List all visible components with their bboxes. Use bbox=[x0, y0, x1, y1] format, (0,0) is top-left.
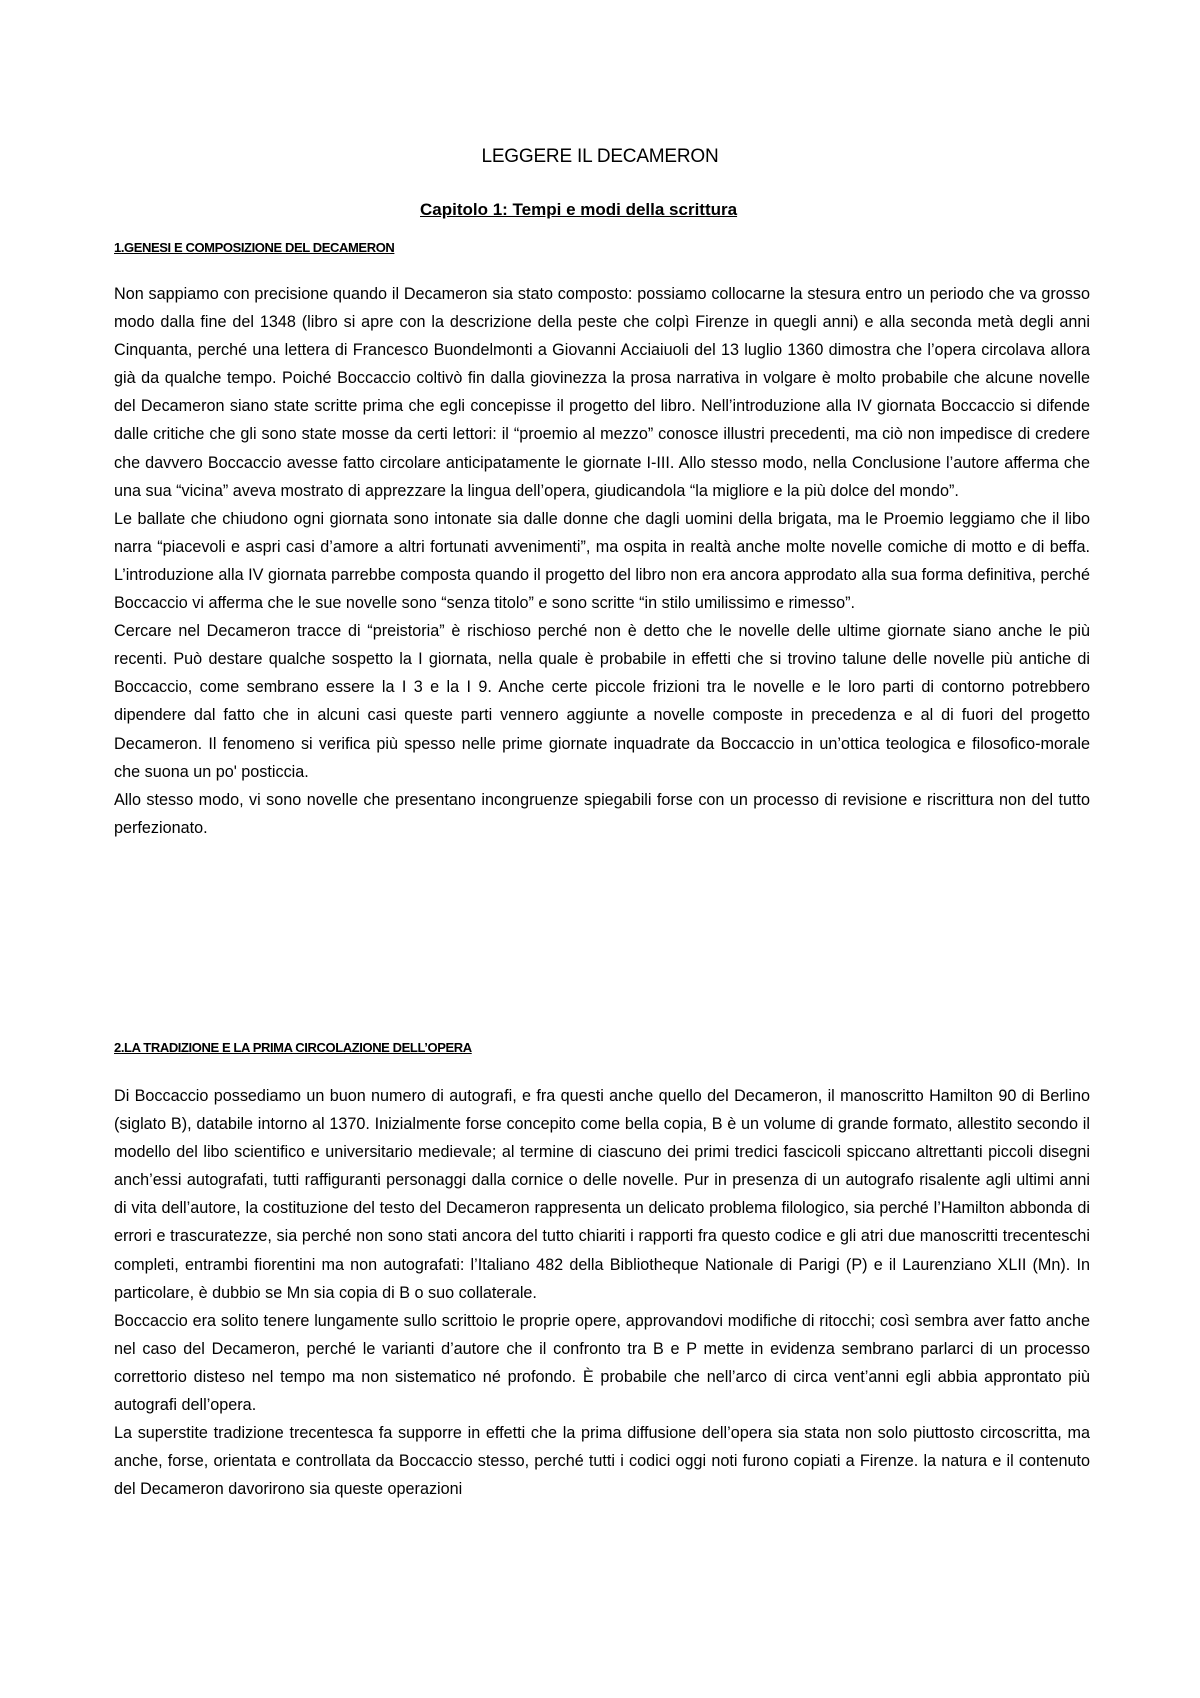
paragraph: Allo stesso modo, vi sono novelle che presentano incongruenze spiegabili forse con un processo di revisione e riscrittura non del tutto perfezionato. bbox=[114, 790, 1090, 837]
document-title: LEGGERE IL DECAMERON bbox=[481, 146, 719, 167]
paragraph: Non sappiamo con precisione quando il Decameron sia stato composto: possiamo collocarne la stesura entro un periodo che va grosso modo dalla fine del 1348 (libro si apre con la descrizione della peste che colpì Firenze in quegli anni) e alla seconda metà degli anni Cinquanta, perché una lettera di Francesco Buondelmonti a Giovanni Acciaiuoli del 13 luglio 1360 dimostra che l’opera circolava allora già da qualche tempo. Poiché Boccaccio coltivò fin dalla giovinezza la prosa narrativa in volgare è molto probabile che alcune novelle del Decameron siano state scritte prima che egli concepisse il progetto del libro. Nell’introduzione alla IV giornata Boccaccio si difende dalle critiche che gli sono state mosse da certi lettori: il “proemio al mezzo” conosce illustri precedenti, ma ciò non impedisce di credere che davvero Boccaccio avesse fatto circolare anticipatamente le giornate I-III. Allo stesso modo, nella Conclusione l’autore afferma che una sua “vicina” aveva mostrato di apprezzare la lingua dell’opera, giudicandola “la migliore e la più dolce del mondo”. bbox=[114, 285, 1090, 500]
paragraph: Di Boccaccio possediamo un buon numero di autografi, e fra questi anche quello del Decameron, il manoscritto Hamilton 90 di Berlino (siglato B), databile intorno al 1370. Inizialmente forse concepito come bella copia, B è un volume di grande formato, allestito secondo il modello del libo scientifico e universitario medievale; al termine di ciascuno dei primi tredici fascicoli spiccano altrettanti piccoli disegni anch’essi autografati, tutti raffiguranti personaggi dalla cornice o delle novelle. Pur in presenza di un autografo risalente agli ultimi anni di vita dell’autore, la costituzione del testo del Decameron rappresenta un delicato problema filologico, sia perché l’Hamilton abbonda di errori e trascuratezze, sia perché non sono stati ancora del tutto chiariti i rapporti fra questo codice e gli atri due manoscritti trecenteschi completi, entrambi fiorentini ma non autografati: l’Italiano 482 della Bibliotheque Nationale di Parigi (P) e il Laurenziano XLII (Mn). In particolare, è dubbio se Mn sia copia di B o suo collaterale. bbox=[114, 1087, 1090, 1302]
paragraph: La superstite tradizione trecentesca fa supporre in effetti che la prima diffusione dell’opera sia stata non solo piuttosto circoscritta, ma anche, forse, orientata e controllata da Boccaccio stesso, perché tutti i codici oggi noti furono copiati a Firenze. la natura e il contenuto del Decameron davorirono sia queste operazioni bbox=[114, 1424, 1090, 1499]
paragraph: Cercare nel Decameron tracce di “preistoria” è rischioso perché non è detto che le novelle delle ultime giornate siano anche le più recenti. Può destare qualche sospetto la I giornata, nella quale è probabile in effetti che si trovino talune delle novelle più antiche di Boccaccio, come sembrano essere la I 3 e la I 9. Anche certe piccole frizioni tra le novelle e le loro parti di contorno potrebbero dipendere dal fatto che in alcuni casi queste parti vennero aggiunte a novelle composte in precedenza e al di fuori del progetto Decameron. Il fenomeno si verifica più spesso nelle prime giornate inquadrate da Boccaccio in un’ottica teologica e filosofico-morale che suona un po' posticcia. bbox=[114, 622, 1090, 781]
paragraph: Boccaccio era solito tenere lungamente sullo scrittoio le proprie opere, approvandovi modifiche di ritocchi; così sembra aver fatto anche nel caso del Decameron, perché le varianti d’autore che il confronto tra B e P mette in evidenza sembrano parlarci di un processo correttorio disteso nel tempo ma non sistematico né profondo. È probabile che nell’arco di circa vent’anni egli abbia approntato più autografi dell’opera. bbox=[114, 1311, 1090, 1415]
chapter-title: Capitolo 1: Tempi e modi della scrittura bbox=[420, 200, 738, 219]
section-heading-tradizione: 2.LA TRADIZIONE E LA PRIMA CIRCOLAZIONE DELL’OPERA bbox=[114, 1040, 472, 1055]
section-heading-genesi: 1.GENESI E COMPOSIZIONE DEL DECAMERON bbox=[114, 240, 395, 255]
section-body-tradizione bbox=[114, 1082, 1090, 1503]
section-body-genesi bbox=[114, 280, 1090, 842]
paragraph: Le ballate che chiudono ogni giornata sono intonate sia dalle donne che dagli uomini della brigata, ma le Proemio leggiamo che il libo narra “piacevoli e aspri casi d’amore a altri fortunati avvenimenti”, ma ospita in realtà anche molte novelle comiche di motto e di beffa. L’introduzione alla IV giornata parrebbe composta quando il progetto del libro non era ancora approdato alla sua forma definitiva, perché Boccaccio vi afferma che le sue novelle sono “senza titolo” e sono scritte “in stilo umilissimo e rimesso”. bbox=[114, 509, 1090, 613]
